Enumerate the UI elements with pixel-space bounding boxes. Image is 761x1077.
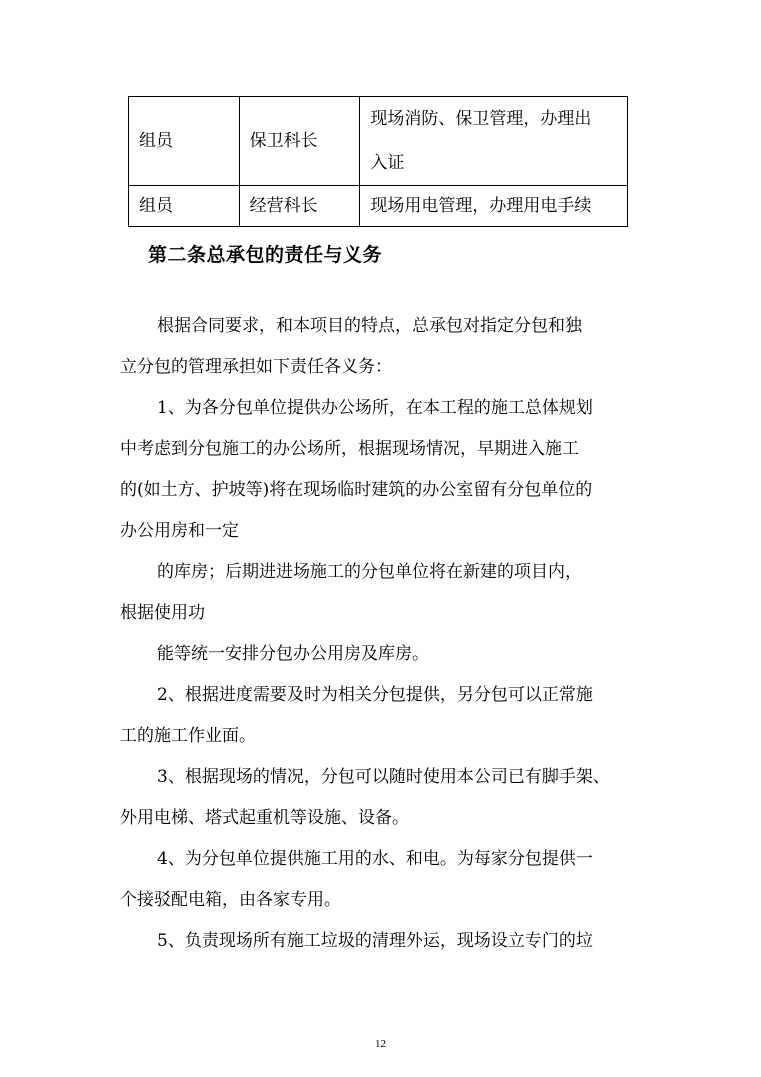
paragraph-line: 工的施工作业面。 xyxy=(120,726,256,746)
section-body xyxy=(120,306,640,962)
paragraph-line: 中考虑到分包施工的办公场所，根据现场情况，早期进入施工 xyxy=(120,439,579,459)
paragraph-line: 1、为各分包单位提供办公场所，在本工程的施工总体规划 xyxy=(157,398,593,418)
paragraph-line: 外用电梯、塔式起重机等设施、设备。 xyxy=(120,808,409,828)
paragraph-line: 4、为分包单位提供施工用的水、和电。为每家分包提供一 xyxy=(157,849,593,869)
paragraph-line: 5、负责现场所有施工垃圾的清理外运，现场设立专门的垃 xyxy=(157,931,593,951)
table-cell-title: 经营科长 xyxy=(239,186,360,227)
paragraph-line: 的(如土方、护坡等)将在现场临时建筑的办公室留有分包单位的 xyxy=(120,480,593,500)
section-heading: 第二条总承包的责任与义务 xyxy=(148,244,383,266)
table-cell-role: 组员 xyxy=(129,97,240,186)
paragraph-line: 的库房；后期进进场施工的分包单位将在新建的项目内， xyxy=(157,562,582,582)
duty-line: 入证 xyxy=(370,153,405,173)
table-cell-title: 保卫科长 xyxy=(239,97,360,186)
table-row xyxy=(129,186,628,227)
table-row xyxy=(129,97,628,186)
paragraph-line: 根据使用功 xyxy=(120,603,205,623)
duty-line: 现场消防、保卫管理，办理出 xyxy=(370,109,592,129)
table-cell-role: 组员 xyxy=(129,186,240,227)
table-cell-duty xyxy=(360,97,628,186)
paragraph-line: 立分包的管理承担如下责任各义务： xyxy=(120,357,392,377)
paragraph-line: 根据合同要求，和本项目的特点，总承包对指定分包和独 xyxy=(157,316,582,336)
paragraph-line: 能等统一安排分包办公用房及库房。 xyxy=(157,644,429,664)
responsibility-table xyxy=(128,96,628,227)
paragraph-line: 2、根据进度需要及时为相关分包提供，另分包可以正常施 xyxy=(157,685,593,705)
page-number: 12 xyxy=(375,1038,386,1050)
paragraph-line: 办公用房和一定 xyxy=(120,521,239,541)
table-cell-duty: 现场用电管理，办理用电手续 xyxy=(360,186,628,227)
paragraph-line: 3、根据现场的情况，分包可以随时使用本公司已有脚手架、 xyxy=(157,767,610,787)
paragraph-line: 个接驳配电箱，由各家专用。 xyxy=(120,890,341,910)
